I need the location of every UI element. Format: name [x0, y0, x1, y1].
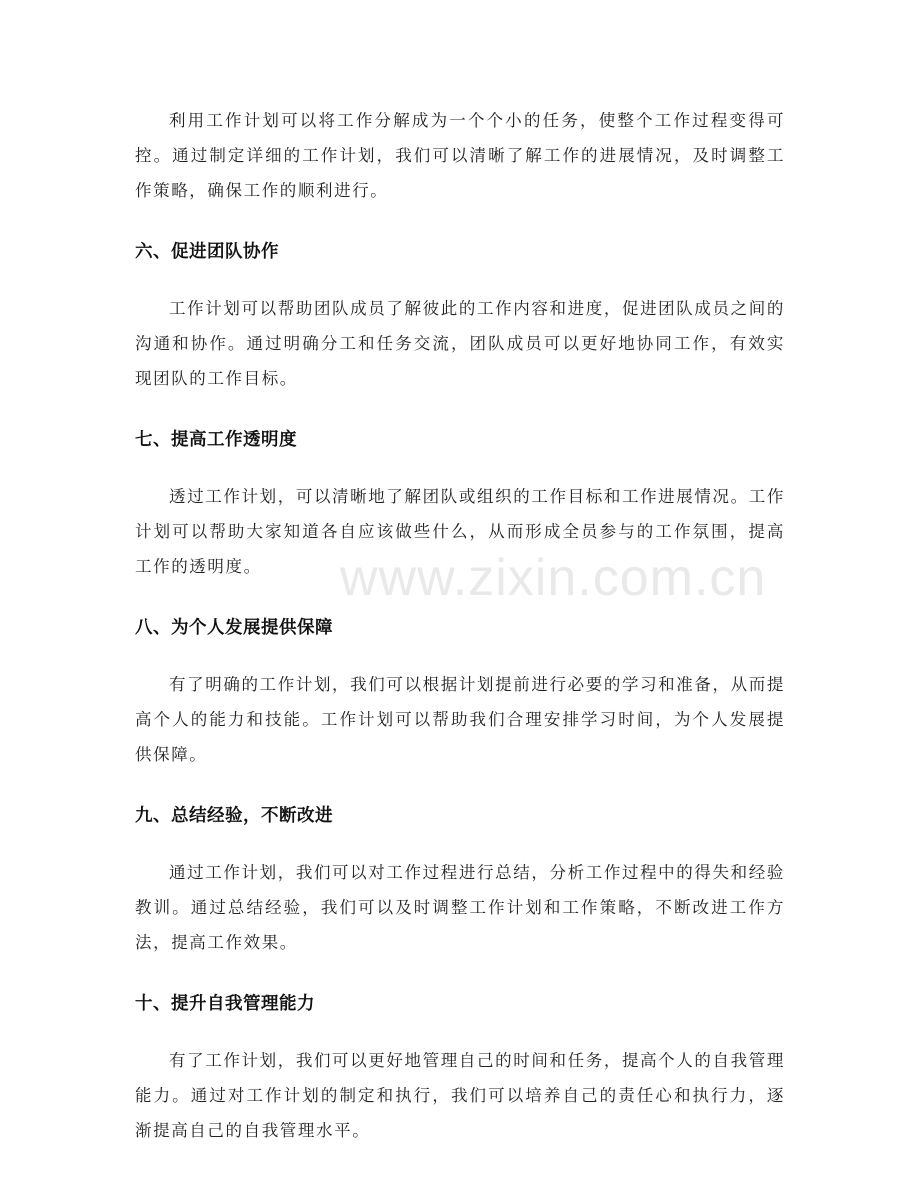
section-paragraph-9: 通过工作计划，我们可以对工作过程进行总结，分析工作过程中的得失和经验教训。通过总结经验，我们可以及时调整工作计划和工作策略，不断改进工作方法，提高工作效果。 — [135, 863, 785, 952]
document-body — [135, 103, 785, 1148]
section-heading-9: 九、总结经验，不断改进 — [135, 806, 333, 826]
section-heading-10: 十、提升自我管理能力 — [135, 994, 315, 1014]
watermark: www.zixin.com.cn — [340, 549, 767, 607]
section-paragraph-8: 有了明确的工作计划，我们可以根据计划提前进行必要的学习和准备，从而提高个人的能力和技能。工作计划可以帮助我们合理安排学习时间，为个人发展提供保障。 — [135, 675, 785, 764]
section-heading-6: 六、促进团队协作 — [135, 242, 279, 262]
section-paragraph-6: 工作计划可以帮助团队成员了解彼此的工作内容和进度，促进团队成员之间的沟通和协作。通过明确分工和任务交流，团队成员可以更好地协同工作，有效实现团队的工作目标。 — [135, 299, 785, 388]
section-paragraph-7: 透过工作计划，可以清晰地了解团队或组织的工作目标和工作进展情况。工作计划可以帮助大家知道各自应该做些什么，从而形成全员参与的工作氛围，提高工作的透明度。 — [135, 487, 785, 576]
intro-paragraph: 利用工作计划可以将工作分解成为一个个小的任务，使整个工作过程变得可控。通过制定详细的工作计划，我们可以清晰了解工作的进展情况，及时调整工作策略，确保工作的顺利进行。 — [135, 111, 785, 200]
section-paragraph-10: 有了工作计划，我们可以更好地管理自己的时间和任务，提高个人的自我管理能力。通过对工作计划的制定和执行，我们可以培养自己的责任心和执行力，逐渐提高自己的自我管理水平。 — [135, 1051, 785, 1140]
section-heading-8: 八、为个人发展提供保障 — [135, 618, 333, 638]
section-heading-7: 七、提高工作透明度 — [135, 430, 297, 450]
